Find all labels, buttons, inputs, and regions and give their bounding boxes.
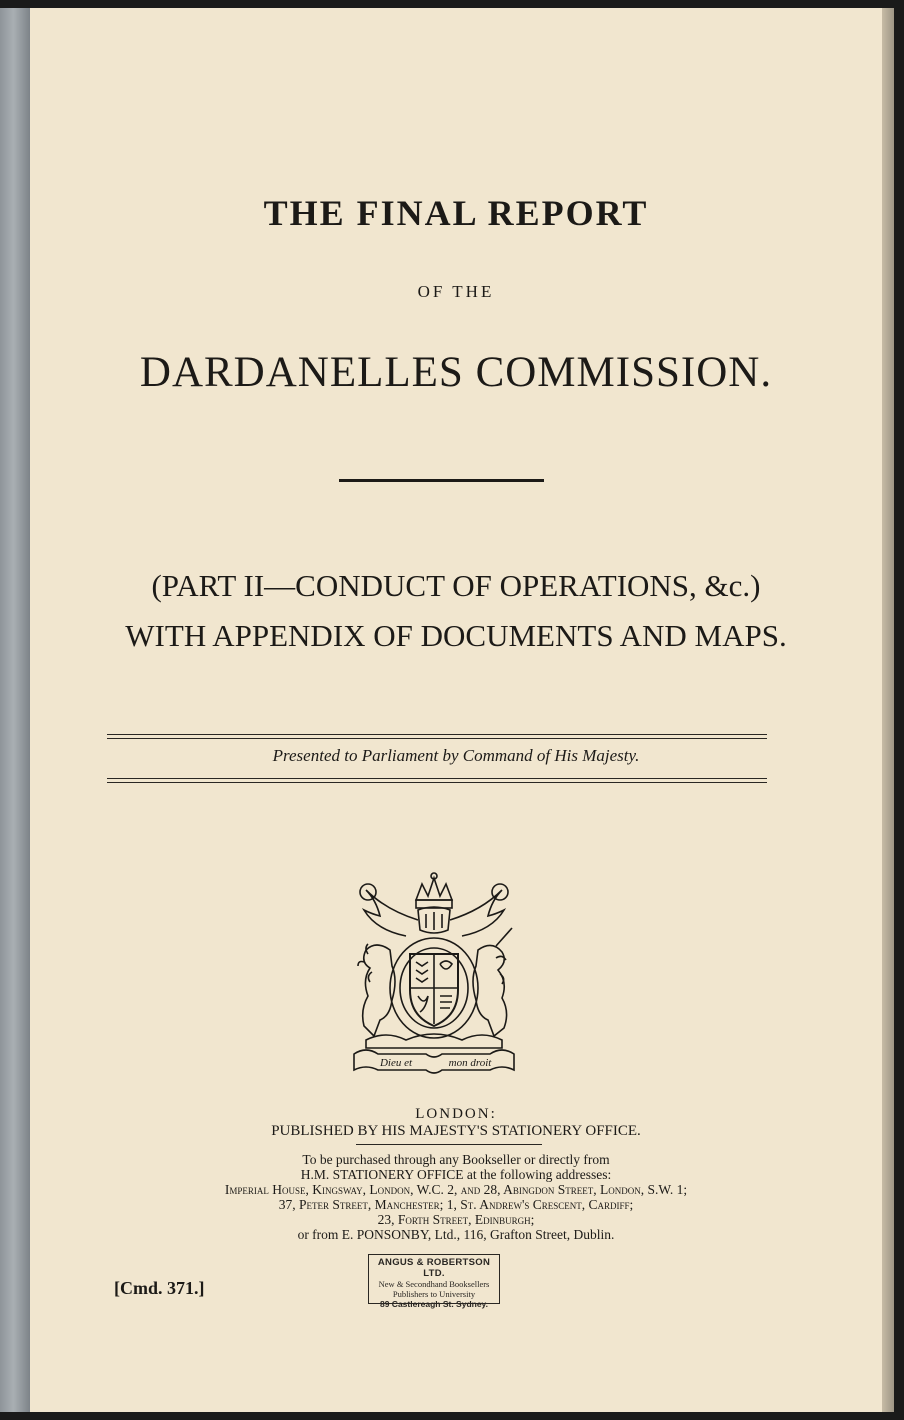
report-title-of-the: OF THE (417, 282, 495, 301)
purchase-line-2: H.M. STATIONERY OFFICE at the following addresses: (300, 1167, 612, 1182)
double-rule-bottom (107, 778, 767, 783)
presented-line: Presented to Parliament by Command of His Majesty. (272, 746, 640, 765)
purchase-line-5: 23, Forth Street, Edinburgh; (377, 1212, 535, 1227)
publisher-city: LONDON: (415, 1106, 497, 1122)
part-subtitle: (PART II—CONDUCT OF OPERATIONS, &c.) (151, 568, 761, 603)
page-edge (882, 8, 894, 1412)
stamp-line-1: ANGUS & ROBERTSON LTD. (377, 1257, 491, 1279)
title-page (30, 8, 882, 1412)
publisher-name: PUBLISHED BY HIS MAJESTY'S STATIONERY OFFICE. (271, 1123, 641, 1139)
purchase-line-1: To be purchased through any Bookseller or directly from (302, 1152, 610, 1167)
purchase-line-4: 37, Peter Street, Manchester; 1, St. Andrew's Crescent, Cardiff; (278, 1197, 634, 1212)
motto-right: mon droit (448, 1057, 492, 1069)
command-number: [Cmd. 371.] (114, 1278, 205, 1298)
royal-coat-of-arms (346, 870, 522, 1076)
double-rule-top (107, 734, 767, 739)
appendix-subtitle: WITH APPENDIX OF DOCUMENTS AND MAPS. (125, 618, 787, 653)
commission-name: DARDANELLES COMMISSION. (139, 349, 773, 396)
publisher-divider (356, 1144, 542, 1145)
title-divider (339, 479, 544, 482)
motto-left: Dieu et (379, 1057, 413, 1069)
stamp-line-3: Publishers to University (392, 1289, 476, 1299)
stamp-line-2: New & Secondhand Booksellers (378, 1279, 490, 1289)
stamp-line-4: 89 Castlereagh St. Sydney. (379, 1299, 489, 1309)
bookseller-stamp (368, 1254, 500, 1309)
book-spine (0, 8, 30, 1412)
purchase-line-3: Imperial House, Kingsway, London, W.C. 2, and 28, Abingdon Street, London, S.W. 1; (224, 1182, 688, 1197)
report-title: THE FINAL REPORT (263, 193, 649, 233)
purchase-line-6: or from E. PONSONBY, Ltd., 116, Grafton Street, Dublin. (297, 1227, 615, 1242)
